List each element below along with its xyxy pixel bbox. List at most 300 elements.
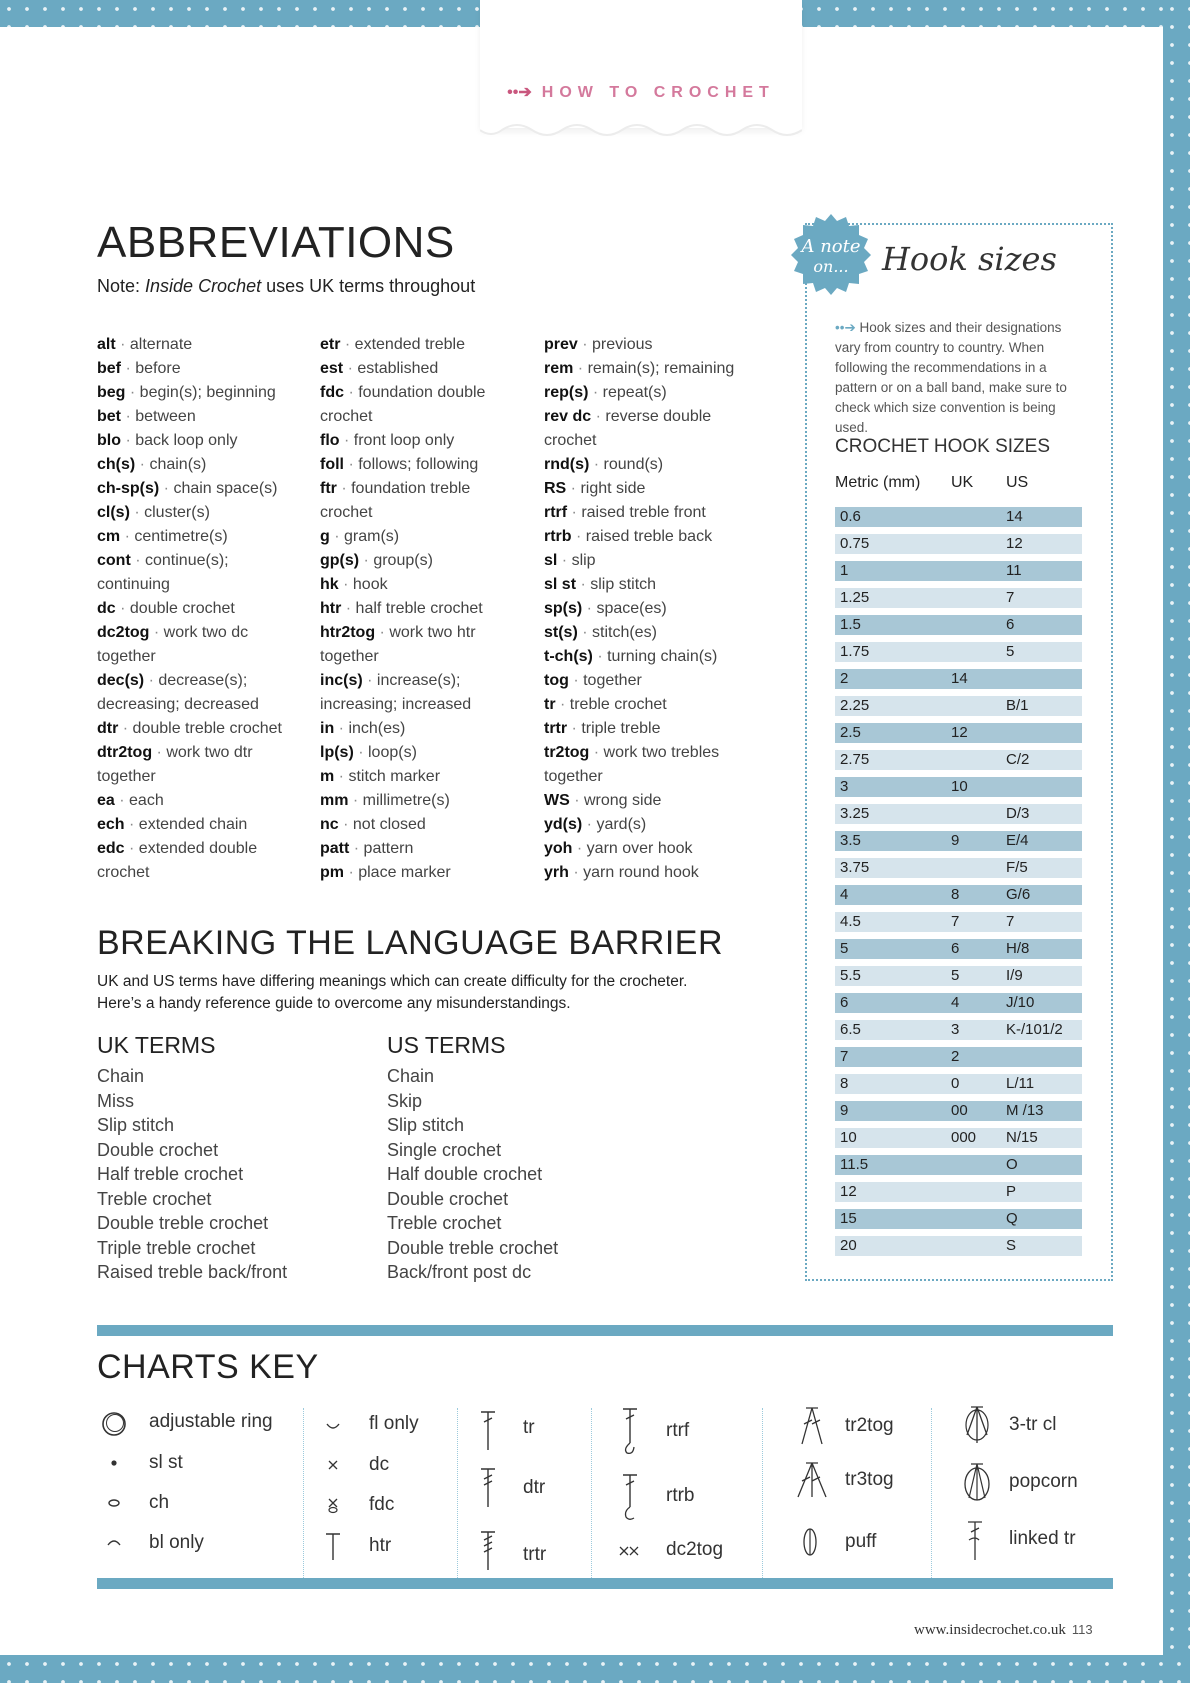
abbreviation-term: mm (320, 792, 349, 809)
metric-cell: 2.25 (840, 697, 870, 714)
fl-only-icon (315, 1406, 355, 1446)
abbreviation-entry (97, 741, 312, 765)
abbreviation-definition: repeat(s) (602, 384, 667, 401)
uk-term: Treble crochet (97, 1188, 212, 1209)
key-divider (931, 1408, 932, 1588)
hook-size-row (835, 1182, 1082, 1202)
charts-key-title: CHARTS KEY (97, 1348, 319, 1386)
separator: · (557, 552, 572, 569)
abbreviation-entry (320, 477, 535, 501)
abbreviation-definition: not closed (352, 816, 426, 833)
abbreviation-entry (97, 405, 312, 429)
abbreviation-term: blo (97, 432, 121, 449)
puff-icon (792, 1522, 832, 1562)
abbreviation-definition: follows; following (358, 456, 479, 473)
rtrb-icon (612, 1471, 652, 1521)
abbreviation-entry (544, 525, 774, 549)
abbreviation-definition: between (135, 408, 196, 425)
us-cell: M /13 (1006, 1102, 1044, 1119)
uk-cell: 6 (951, 940, 960, 957)
hook-size-row (835, 966, 1082, 986)
abbreviation-entry (320, 525, 535, 549)
uk-term: Triple treble crochet (97, 1237, 256, 1258)
key-trtr: trtr (523, 1544, 547, 1565)
abbreviation-term: tr2tog (544, 744, 590, 761)
abbreviation-entry (544, 333, 774, 357)
abbreviation-definition: hook (352, 576, 388, 593)
abbreviation-definition: pattern (363, 840, 414, 857)
abbreviation-term: prev (544, 336, 578, 353)
us-cell: D/3 (1006, 805, 1030, 822)
us-cell: L/11 (1006, 1075, 1035, 1092)
us-terms-heading: US TERMS (387, 1032, 506, 1058)
abbreviation-term: htr2tog (320, 624, 376, 641)
abbreviation-definition-continued: decreasing; decreased (97, 696, 259, 713)
separator: · (329, 528, 344, 545)
abbreviation-definition: foundation double (358, 384, 486, 401)
abbreviation-definition: begin(s); beginning (139, 384, 276, 401)
abbreviation-definition-continued: crochet (320, 504, 373, 521)
separator: · (568, 672, 584, 689)
us-cell: H/8 (1006, 940, 1030, 957)
abbreviation-term: cl(s) (97, 504, 130, 521)
tr3tog-icon (792, 1459, 832, 1503)
abbreviation-term: rtrf (544, 504, 568, 521)
uk-cell: 8 (951, 886, 960, 903)
abbreviation-term: bet (97, 408, 121, 425)
abbreviation-entry (320, 765, 535, 789)
metric-cell: 5 (840, 940, 849, 957)
separator: · (344, 864, 359, 881)
us-term: Skip (387, 1090, 423, 1111)
metric-cell: 1 (840, 562, 849, 579)
abbreviation-term: est (320, 360, 344, 377)
metric-cell: 4 (840, 886, 849, 903)
hook-size-row (835, 588, 1082, 608)
note-suffix: uses UK terms throughout (261, 276, 476, 296)
hook-sizes-title: Hook sizes (882, 240, 1057, 278)
abbreviation-definition: decrease(s); (158, 672, 248, 689)
abbreviation-term: dtr2tog (97, 744, 153, 761)
us-cell: 5 (1006, 643, 1015, 660)
abbreviation-term: dtr (97, 720, 119, 737)
abbreviation-entry (544, 549, 774, 573)
abbreviation-definition: previous (592, 336, 653, 353)
dc-icon (315, 1445, 355, 1485)
hook-size-row (835, 804, 1082, 824)
abbreviation-entry (97, 813, 312, 837)
separator: · (135, 456, 150, 473)
abbreviation-entry (544, 693, 774, 717)
abbreviation-definition: double treble crochet (132, 720, 282, 737)
note-badge (789, 212, 873, 296)
abbreviation-definition: each (129, 792, 164, 809)
abbreviation-definition: front loop only (353, 432, 455, 449)
metric-cell: 2.5 (840, 724, 861, 741)
metric-cell: 3.75 (840, 859, 870, 876)
linked-tr-icon (957, 1518, 997, 1562)
separator: · (144, 672, 159, 689)
abbreviation-definition: chain(s) (149, 456, 207, 473)
abbreviation-term: m (320, 768, 335, 785)
footer-url[interactable]: www.insidecrochet.co.uk (914, 1622, 1066, 1638)
separator: · (124, 840, 139, 857)
border-bottom (0, 1655, 1190, 1683)
key-tr3tog: tr3tog (845, 1469, 894, 1490)
abbreviation-term: inc(s) (320, 672, 363, 689)
abbreviation-definition: treble crochet (569, 696, 667, 713)
abbreviation-definition: round(s) (603, 456, 664, 473)
hook-size-row (835, 642, 1082, 662)
abbreviation-entry (320, 621, 535, 645)
abbreviation-definition: raised treble front (581, 504, 706, 521)
abbreviation-entry (320, 429, 535, 453)
separator: · (588, 384, 603, 401)
abbreviation-term: ea (97, 792, 115, 809)
us-cell: E/4 (1006, 832, 1029, 849)
uk-cell: 000 (951, 1129, 977, 1146)
abbreviation-definition: reverse double (605, 408, 712, 425)
us-term: Double treble crochet (387, 1237, 559, 1258)
uk-cell: 7 (951, 913, 960, 930)
abbreviation-definition: double crochet (129, 600, 235, 617)
us-cell: B/1 (1006, 697, 1029, 714)
separator: · (338, 816, 353, 833)
separator: · (159, 480, 174, 497)
abbreviation-definition: increase(s); (376, 672, 461, 689)
hook-size-row (835, 1047, 1082, 1067)
separator: · (344, 456, 359, 473)
abbreviation-definition: before (135, 360, 181, 377)
abbreviation-term: dec(s) (97, 672, 145, 689)
uk-term: Double crochet (97, 1139, 219, 1160)
abbreviation-column-1 (97, 333, 312, 885)
charts-key-bottom-bar (97, 1578, 1113, 1589)
abbreviation-term: ch(s) (97, 456, 136, 473)
metric-cell: 2 (840, 670, 849, 687)
uk-cell: 10 (951, 778, 968, 795)
abbreviation-entry (97, 669, 312, 693)
abbreviation-entry (544, 597, 774, 621)
hook-size-row (835, 615, 1082, 635)
abbreviation-term: lp(s) (320, 744, 354, 761)
abbreviation-entry (97, 453, 312, 477)
hook-size-row (835, 993, 1082, 1013)
us-term: Single crochet (387, 1139, 502, 1160)
abbreviation-entry (544, 669, 774, 693)
hook-sizes-description: Hook sizes and their designations vary from country to country. When following the recommendations in a pattern or on a ball band, make sure to check which size convention is being used. (835, 320, 1067, 435)
key-sl-st: sl st (149, 1452, 183, 1473)
key-dc: dc (369, 1454, 390, 1475)
abbreviation-definition: stitch marker (348, 768, 441, 785)
abbreviation-entry (320, 717, 535, 741)
separator: · (121, 432, 136, 449)
us-term: Double crochet (387, 1188, 509, 1209)
abbreviation-term: cont (97, 552, 131, 569)
abbreviation-definition: raised treble back (585, 528, 713, 545)
ch-icon (98, 1483, 138, 1523)
abbreviation-definition: gram(s) (344, 528, 400, 545)
note-prefix: Note: (97, 276, 146, 296)
abbreviation-entry (97, 789, 312, 813)
abbreviation-definition: yarn round hook (583, 864, 699, 881)
abbreviation-definition: continue(s); (145, 552, 229, 569)
dc2tog-icon (612, 1531, 652, 1571)
abbreviation-definition-continued: crochet (544, 432, 597, 449)
abbreviation-definition: remain(s); remaining (587, 360, 735, 377)
us-cell: F/5 (1006, 859, 1028, 876)
separator: · (344, 384, 359, 401)
hook-sizes-table (835, 507, 1082, 1263)
abbreviation-entry (97, 477, 312, 501)
abbreviation-entry (544, 813, 774, 837)
metric-cell: 9 (840, 1102, 849, 1119)
key-tr2tog: tr2tog (845, 1415, 894, 1436)
tr-icon (470, 1408, 510, 1452)
abbreviation-definition-continued: increasing; increased (320, 696, 472, 713)
abbreviation-entry (544, 573, 774, 597)
bl-only-icon (98, 1523, 138, 1563)
us-cell: 11 (1006, 562, 1022, 579)
separator: · (573, 360, 588, 377)
metric-cell: 2.75 (840, 751, 870, 768)
uk-terms-list (97, 1064, 287, 1285)
abbreviation-entry (320, 789, 535, 813)
abbreviation-term: patt (320, 840, 350, 857)
abbreviation-term: gp(s) (320, 552, 360, 569)
hook-size-row (835, 1128, 1082, 1148)
hook-size-row (835, 534, 1082, 554)
separator: · (568, 864, 584, 881)
key-puff: puff (845, 1531, 877, 1552)
rtrf-icon (612, 1405, 652, 1455)
separator: · (555, 696, 570, 713)
separator: · (348, 792, 363, 809)
col-us: US (1006, 474, 1029, 491)
abbreviation-term: tog (544, 672, 569, 689)
abbreviation-definition: right side (580, 480, 646, 497)
separator: · (343, 360, 358, 377)
abbreviation-term: ch-sp(s) (97, 480, 160, 497)
separator: · (349, 840, 364, 857)
separator: · (582, 600, 597, 617)
dtr-icon (470, 1465, 510, 1509)
abbreviation-definition: established (357, 360, 439, 377)
badge-line2: on... (813, 257, 849, 276)
separator: · (115, 600, 130, 617)
hook-size-row (835, 1020, 1082, 1040)
separator: · (125, 384, 140, 401)
abbreviation-definition-continued: together (97, 768, 156, 785)
hook-size-row (835, 1209, 1082, 1229)
abbreviation-entry (320, 573, 535, 597)
us-terms-list (387, 1064, 558, 1285)
key-adjustable-ring: adjustable ring (149, 1411, 273, 1432)
abbreviation-entry (544, 501, 774, 525)
key-tr: tr (523, 1417, 535, 1438)
section-tag (480, 82, 802, 102)
separator: · (566, 480, 581, 497)
abbreviation-entry (544, 861, 774, 885)
key-htr: htr (369, 1535, 392, 1556)
separator: · (115, 336, 130, 353)
us-cell: 7 (1006, 913, 1015, 930)
us-cell: Q (1006, 1210, 1018, 1227)
abbreviation-term: g (320, 528, 330, 545)
adjustable-ring-icon (98, 1404, 138, 1444)
abbreviation-entry (320, 453, 535, 477)
abbreviation-entry (97, 597, 312, 621)
abbreviation-entry (97, 501, 312, 525)
separator: · (567, 504, 582, 521)
header-tab-wave (480, 122, 802, 144)
hook-sizes-text (835, 318, 1087, 438)
abbreviation-term: edc (97, 840, 125, 857)
separator: · (121, 408, 136, 425)
separator: · (336, 480, 352, 497)
abbreviation-entry (97, 717, 312, 741)
metric-cell: 6.5 (840, 1021, 861, 1038)
us-cell: P (1006, 1183, 1017, 1200)
separator: · (353, 744, 368, 761)
abbreviation-definition: millimetre(s) (362, 792, 450, 809)
hook-size-row (835, 858, 1082, 878)
hook-size-row (835, 885, 1082, 905)
hook-size-row (835, 777, 1082, 797)
uk-cell: 3 (951, 1021, 960, 1038)
key-dtr: dtr (523, 1477, 546, 1498)
abbreviation-entry (320, 669, 535, 693)
abbreviation-definition: work two trebles (603, 744, 720, 761)
uk-cell: 2 (951, 1048, 960, 1065)
abbreviation-entry (97, 333, 312, 357)
abbreviation-entry (544, 789, 774, 813)
hook-size-row (835, 669, 1082, 689)
hook-table-title: CROCHET HOOK SIZES (835, 436, 1051, 457)
abbreviation-term: fdc (320, 384, 344, 401)
abbreviation-entry (544, 453, 774, 477)
abbreviation-definition: work two dc (163, 624, 249, 641)
us-cell: G/6 (1006, 886, 1031, 903)
abbreviation-definition: work two htr (389, 624, 476, 641)
metric-cell: 0.75 (840, 535, 870, 552)
abbreviation-entry (320, 741, 535, 765)
separator: · (130, 552, 145, 569)
uk-term: Miss (97, 1090, 134, 1111)
separator: · (359, 552, 374, 569)
key-divider (303, 1408, 304, 1588)
uk-cell: 5 (951, 967, 960, 984)
metric-cell: 10 (840, 1129, 857, 1146)
uk-term: Chain (97, 1066, 145, 1086)
abbreviation-entry (544, 621, 774, 645)
abbreviation-term: alt (97, 336, 116, 353)
us-cell: J/10 (1006, 994, 1035, 1011)
abbreviation-definition: place marker (358, 864, 451, 881)
abbreviation-entry (97, 429, 312, 453)
abbreviation-term: rtrb (544, 528, 572, 545)
charts-key-top-bar (97, 1325, 1113, 1336)
abbreviation-term: foll (320, 456, 344, 473)
separator: · (339, 432, 354, 449)
page-number: 113 (1071, 1622, 1093, 1637)
abbreviation-column-2 (320, 333, 535, 885)
key-rtrf: rtrf (666, 1420, 690, 1441)
key-divider (591, 1408, 592, 1588)
metric-cell: 12 (840, 1183, 857, 1200)
separator: · (571, 528, 586, 545)
arrow-icon: ••➔ (835, 320, 856, 335)
abbreviation-term: bef (97, 360, 121, 377)
separator: · (120, 528, 135, 545)
metric-cell: 4.5 (840, 913, 861, 930)
header-tab (480, 0, 802, 128)
abbreviation-definition: extended chain (138, 816, 248, 833)
abbreviation-definition: loop(s) (368, 744, 417, 761)
abbreviation-definition: slip stitch (590, 576, 657, 593)
abbreviation-definition-continued: crochet (97, 864, 150, 881)
us-term: Slip stitch (387, 1115, 465, 1135)
key-dc2tog: dc2tog (666, 1539, 724, 1560)
abbreviation-term: sl (544, 552, 558, 569)
separator: · (129, 504, 145, 521)
separator: · (114, 792, 130, 809)
abbreviation-definition: stitch(es) (592, 624, 657, 641)
abbreviation-entry (320, 357, 535, 381)
abbreviation-term: sl st (544, 576, 577, 593)
tr2tog-icon (792, 1404, 832, 1448)
abbreviation-term: beg (97, 384, 126, 401)
separator: · (572, 840, 587, 857)
abbreviation-entry (544, 381, 774, 405)
separator: · (577, 336, 593, 353)
abbreviation-definition: cluster(s) (144, 504, 210, 521)
hook-size-row (835, 696, 1082, 716)
us-cell: O (1006, 1156, 1018, 1173)
us-cell: N/15 (1006, 1129, 1038, 1146)
col-uk: UK (951, 474, 974, 491)
3-tr-cl-icon (957, 1403, 997, 1447)
abbreviation-definition: back loop only (135, 432, 238, 449)
abbreviation-term: yrh (544, 864, 569, 881)
abbreviation-term: hk (320, 576, 339, 593)
abbreviation-definition-continued: together (320, 648, 379, 665)
hook-size-row (835, 831, 1082, 851)
us-cell: I/9 (1006, 967, 1023, 984)
abbreviation-definition-continued: continuing (97, 576, 170, 593)
hook-size-row (835, 1155, 1082, 1175)
abbreviation-definition: slip (571, 552, 596, 569)
uk-terms-heading: UK TERMS (97, 1032, 216, 1058)
trtr-icon (470, 1528, 510, 1572)
abbreviation-definition: work two dtr (166, 744, 253, 761)
metric-cell: 5.5 (840, 967, 861, 984)
abbreviation-entry (97, 381, 312, 405)
separator: · (589, 456, 604, 473)
abbreviation-entry (544, 837, 774, 861)
separator: · (338, 576, 353, 593)
abbreviation-term: sp(s) (544, 600, 583, 617)
separator: · (334, 720, 349, 737)
abbreviation-entry (544, 717, 774, 741)
abbreviation-term: nc (320, 816, 339, 833)
separator: · (592, 648, 608, 665)
abbreviations-note (97, 276, 475, 297)
abbreviation-term: pm (320, 864, 344, 881)
language-title: BREAKING THE LANGUAGE BARRIER (97, 924, 724, 962)
abbreviation-term: st(s) (544, 624, 578, 641)
abbreviation-term: t-ch(s) (544, 648, 593, 665)
